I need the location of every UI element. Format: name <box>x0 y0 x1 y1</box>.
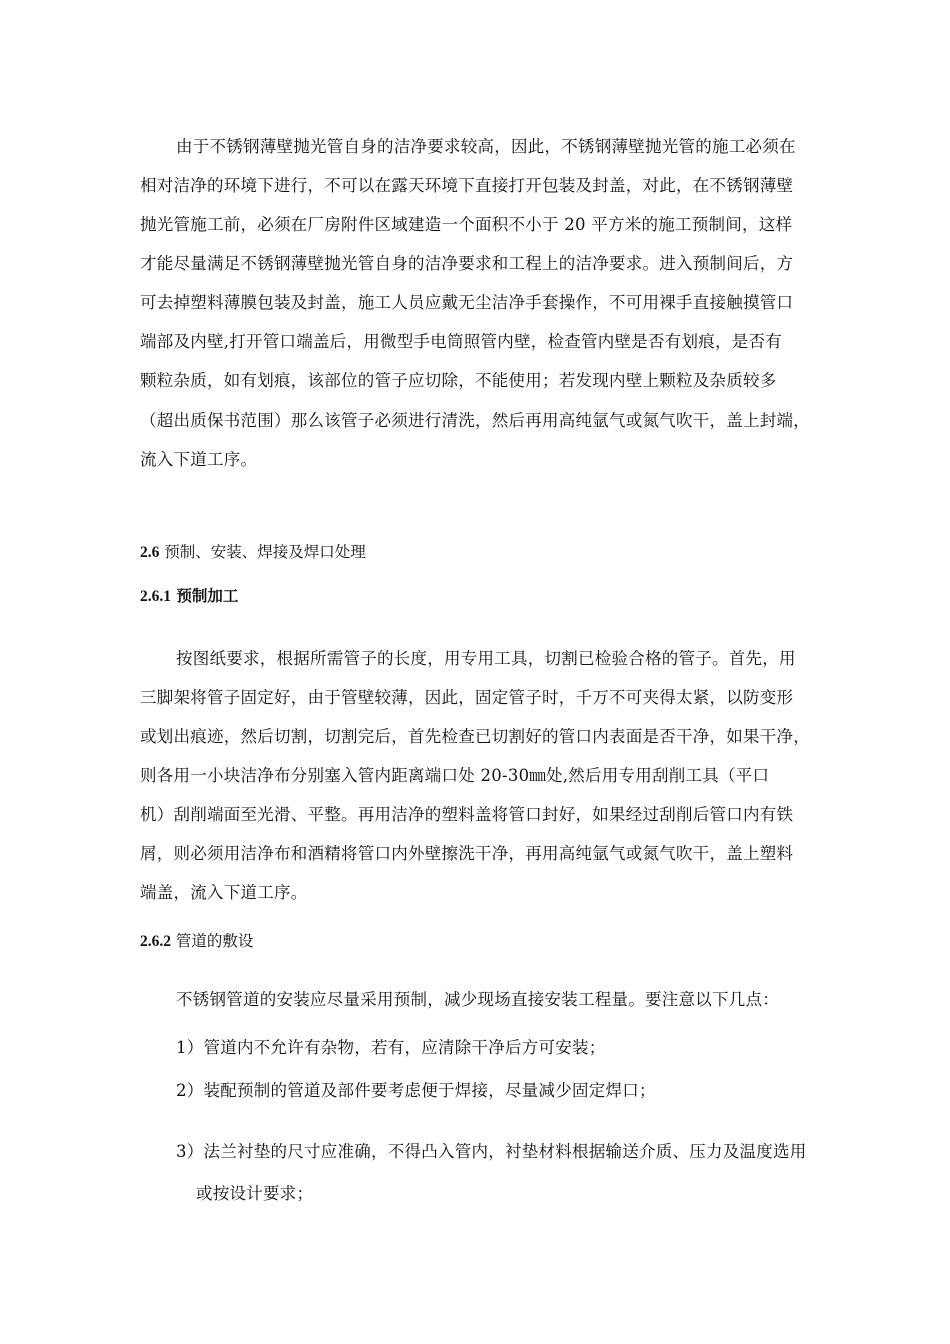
paragraph-3-intro: 不锈钢管道的安装应尽量采用预制，减少现场直接安装工程量。要注意以下几点： <box>176 990 779 1009</box>
paragraph-2-line: 机）刮削端面至光滑、平整。再用洁净的塑料盖将管口封好，如果经过刮削后管口内有铁 <box>140 805 794 824</box>
section-title: 预制加工 <box>171 586 239 605</box>
paragraph-2-line: 按图纸要求，根据所需管子的长度，用专用工具，切割已检验合格的管子。首先，用 <box>176 649 796 668</box>
section-number: 2.6.1 <box>140 588 171 605</box>
section-number: 2.6.2 <box>140 933 171 950</box>
paragraph-1-line: 颗粒杂质，如有划痕，该部位的管子应切除，不能使用；若发现内壁上颗粒及杂质较多 <box>140 371 777 390</box>
paragraph-1-line: 相对洁净的环境下进行，不可以在露天环境下直接打开包装及封盖，对此，在不锈钢薄壁 <box>140 176 794 195</box>
paragraph-1-line: （超出质保书范围）那么该管子必须进行清洗，然后再用高纯氩气或氮气吹干，盖上封端， <box>140 411 810 430</box>
paragraph-1-line: 抛光管施工前，必须在厂房附件区域建造一个面积不小于 20 平方米的施工预制间，这样 <box>140 215 793 234</box>
list-item: 1）管道内不允许有杂物，若有，应清除干净后方可安装； <box>176 1038 606 1057</box>
section-number: 2.6 <box>140 544 160 561</box>
paragraph-1-line: 流入下道工序。 <box>140 450 258 469</box>
section-heading-2-6 <box>140 540 366 562</box>
paragraph-1-line: 才能尽量满足不锈钢薄壁抛光管自身的洁净要求和工程上的洁净要求。进入预制间后，方 <box>140 254 794 273</box>
paragraph-1-line: 可去掉塑料薄膜包装及封盖，施工人员应戴无尘洁净手套操作，不可用裸手直接触摸管口 <box>140 293 794 312</box>
section-heading-2-6-1 <box>140 584 238 606</box>
list-item: 2）装配预制的管道及部件要考虑便于焊接，尽量减少固定焊口； <box>176 1081 656 1100</box>
paragraph-2-line: 则各用一小块洁净布分别塞入管内距离端口处 20-30㎜处,然后用专用刮削工具（平口 <box>140 766 770 785</box>
paragraph-2-line: 屑，则必须用洁净布和酒精将管口内外壁擦洗干净，再用高纯氩气或氮气吹干，盖上塑料 <box>140 844 794 863</box>
paragraph-2-line: 或划出痕迹，然后切割，切割完后，首先检查已切割好的管口内表面是否干净，如果干净， <box>140 727 810 746</box>
paragraph-2-line: 端盖，流入下道工序。 <box>140 883 308 902</box>
list-item: 3）法兰衬垫的尺寸应准确，不得凸入管内，衬垫材料根据输送介质、压力及温度选用 <box>176 1142 807 1161</box>
section-title: 管道的敷设 <box>171 932 254 950</box>
section-heading-2-6-2 <box>140 929 253 951</box>
list-item-continuation: 或按设计要求； <box>196 1184 314 1203</box>
paragraph-1-line: 由于不锈钢薄壁抛光管自身的洁净要求较高，因此，不锈钢薄壁抛光管的施工必须在 <box>176 137 796 156</box>
section-title: 预制、安装、焊接及焊口处理 <box>159 543 366 561</box>
paragraph-1-line: 端部及内壁,打开管口端盖后，用微型手电筒照管内壁，检查管内壁是否有划痕，是否有 <box>140 332 782 351</box>
paragraph-2-line: 三脚架将管子固定好，由于管壁较薄，因此，固定管子时，千万不可夹得太紧，以防变形 <box>140 688 794 707</box>
